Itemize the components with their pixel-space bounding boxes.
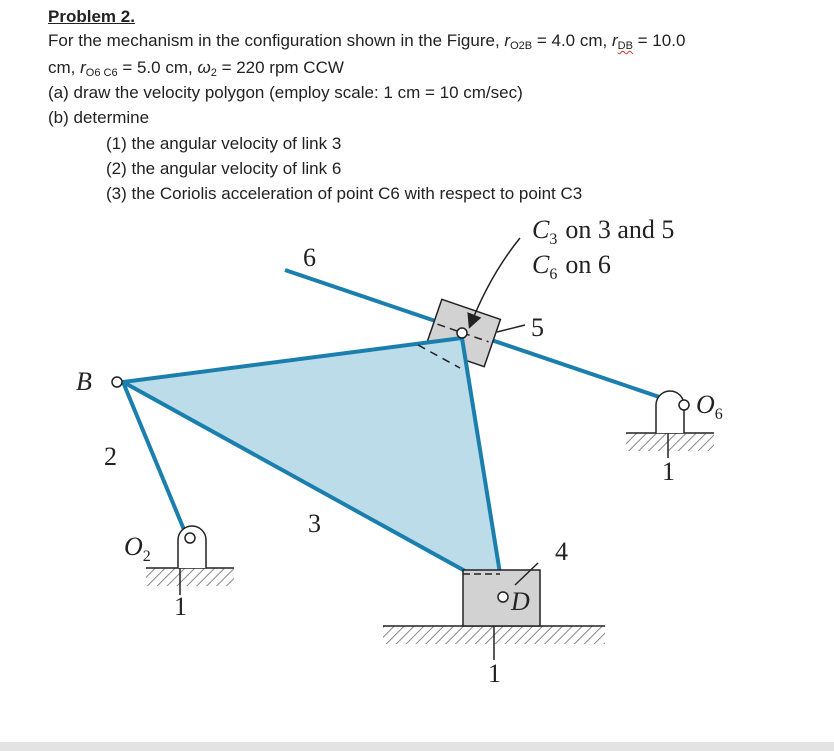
omega-symbol: ω <box>197 58 211 77</box>
r-o6c6-value: = 5.0 cm, <box>122 58 193 77</box>
part-a: (a) draw the velocity polygon (employ scale: 1 cm = 10 cm/sec) <box>48 83 523 102</box>
r-o2b-value: = 4.0 cm, <box>536 31 608 50</box>
omega-subscript: 2 <box>210 67 217 79</box>
pivot-support-o2 <box>178 526 206 568</box>
r-db-symbol: r <box>611 31 618 50</box>
r-o6c6-subscript: O6 C6 <box>85 67 118 79</box>
label-o2: O2 <box>124 532 151 565</box>
label-b: B <box>76 367 92 396</box>
question-1: (1) the angular velocity of link 3 <box>106 134 342 153</box>
pivot-o6 <box>679 400 689 410</box>
pivot-support-o6 <box>656 391 684 433</box>
problem-title: Problem 2. <box>48 7 135 26</box>
part-b: (b) determine <box>48 108 150 127</box>
leader-5 <box>497 325 525 332</box>
label-d: D <box>511 587 530 616</box>
r-o6c6-symbol: r <box>80 58 86 77</box>
label-c6: C6 on 6 <box>532 250 611 283</box>
pivot-o2 <box>185 533 195 543</box>
label-link-6: 6 <box>303 243 316 272</box>
label-ground-o2: 1 <box>174 592 187 621</box>
ground-hatch-o6 <box>626 433 714 451</box>
label-link-3: 3 <box>308 509 321 538</box>
r-o2b-subscript: O2B <box>510 40 533 52</box>
question-2: (2) the angular velocity of link 6 <box>106 159 342 178</box>
label-ground-o6: 1 <box>662 457 675 486</box>
r-db-value: = 10.0 <box>637 31 686 50</box>
cm-label: cm, <box>48 58 76 77</box>
label-ground-bottom: 1 <box>488 659 501 688</box>
ground-hatch-o2 <box>146 568 234 586</box>
question-3: (3) the Coriolis acceleration of point C6 with respect to point C3 <box>106 184 583 203</box>
omega-value: = 220 rpm CCW <box>221 58 344 77</box>
label-c3: C3 on 3 and 5 <box>532 215 675 248</box>
label-o6: O6 <box>696 390 723 423</box>
bottom-scroll-bar <box>0 742 834 751</box>
joint-d <box>498 592 508 602</box>
label-link-5: 5 <box>531 313 544 342</box>
label-link-4: 4 <box>555 537 568 566</box>
joint-c <box>457 328 467 338</box>
label-link-2: 2 <box>104 442 117 471</box>
r-db-subscript: DB <box>617 40 633 52</box>
joint-b <box>112 377 122 387</box>
r-o2b-symbol: r <box>504 31 511 50</box>
problem-intro: For the mechanism in the configuration shown in the Figure, <box>48 31 500 50</box>
